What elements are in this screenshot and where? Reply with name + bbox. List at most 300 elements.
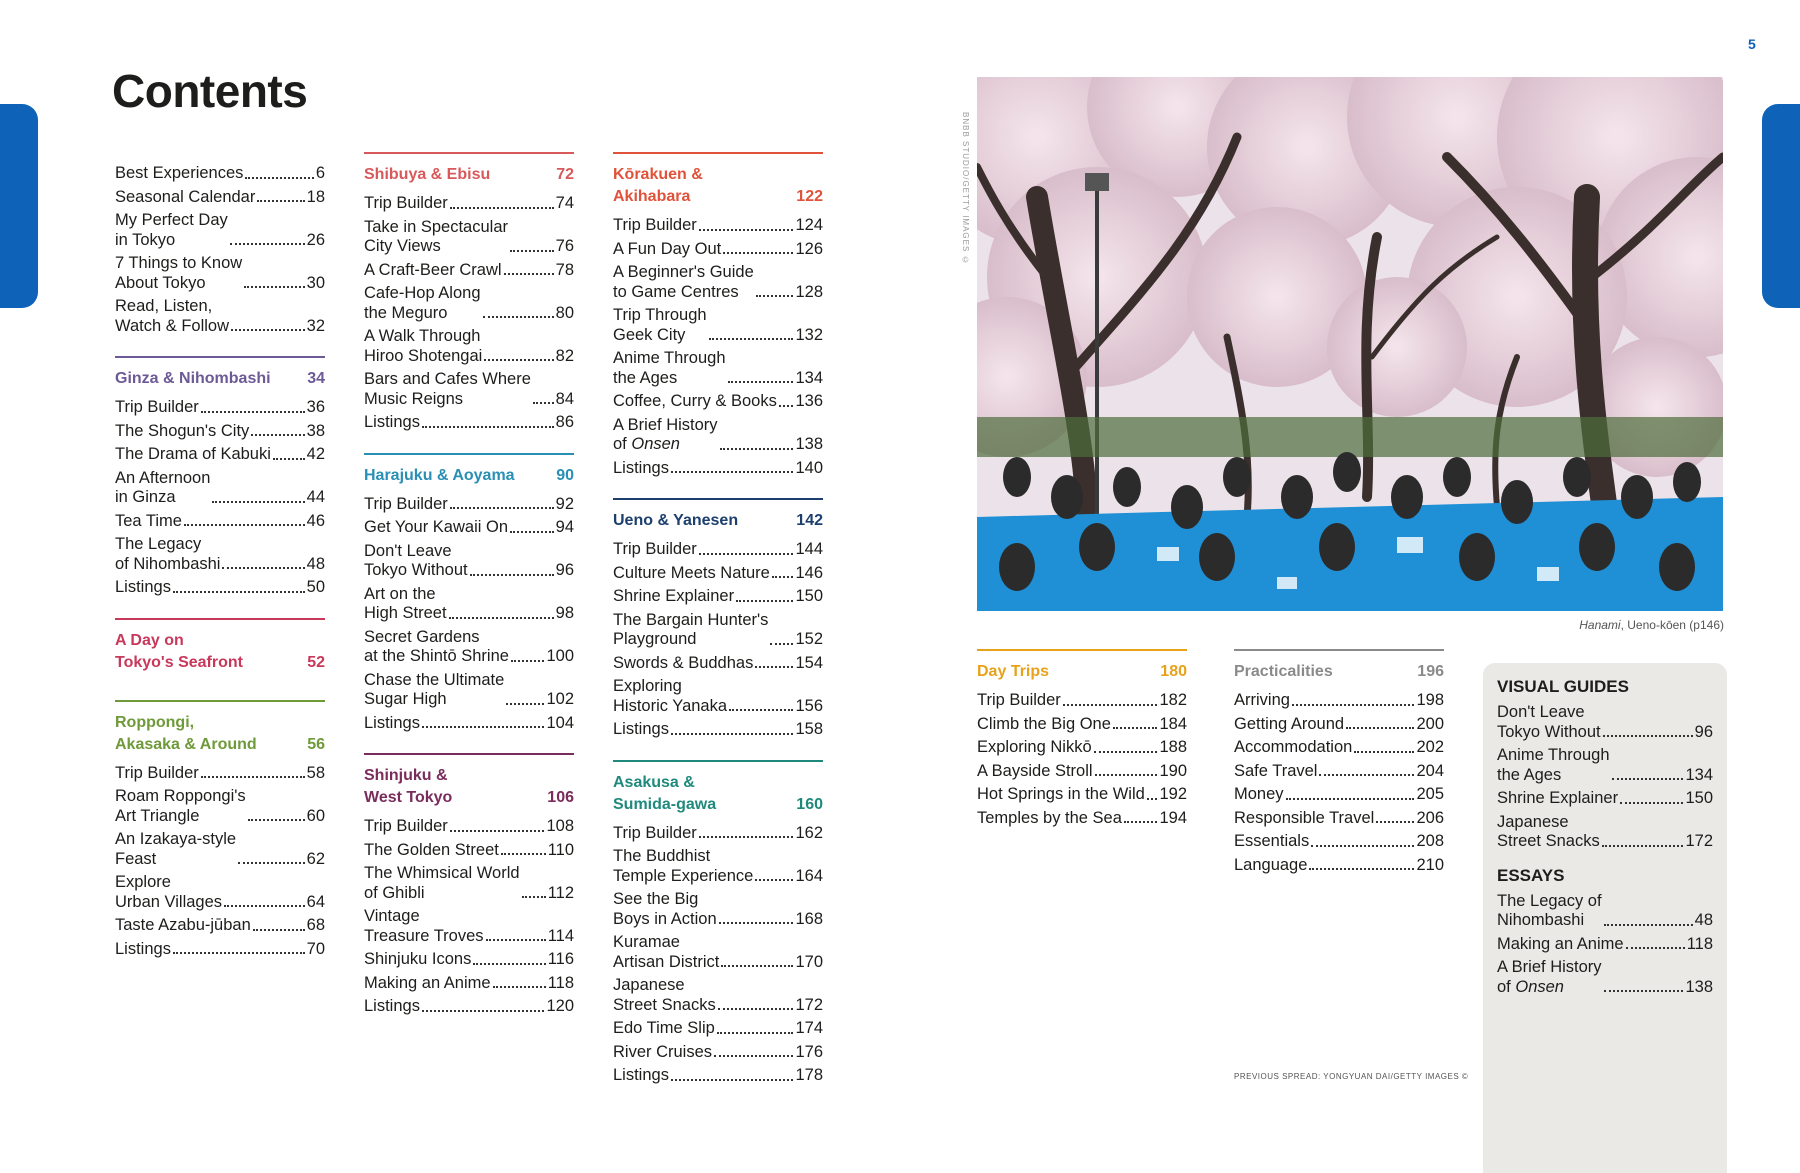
section-title: A Day on Tokyo's Seafront: [115, 631, 243, 671]
contents-entry: [613, 240, 823, 260]
contents-column-2: [364, 152, 574, 1037]
dot-leader: [253, 929, 305, 931]
section-title: Ueno & Yanesen: [613, 512, 739, 529]
entry-page: 172: [1685, 832, 1713, 850]
dot-leader: [1603, 735, 1693, 737]
entry-page: 94: [555, 518, 574, 536]
entry-title: Exploring Nikkō: [977, 738, 1092, 756]
entry-page: 206: [1416, 808, 1444, 827]
entry-page: 178: [795, 1066, 823, 1084]
entry-title: Anime Through the Ages: [613, 349, 726, 387]
contents-section: [115, 618, 325, 674]
contents-entry: [613, 847, 823, 886]
contents-column-3: [613, 152, 823, 1106]
caption-italic: Hanami: [1579, 618, 1621, 632]
dot-leader: [1604, 924, 1693, 926]
page-number: 5: [1748, 36, 1756, 52]
dot-leader: [449, 617, 554, 619]
cherry-blossom-photo: [977, 77, 1723, 611]
entry-title: A Brief History of Onsen: [613, 415, 718, 453]
visual-guides-heading: VISUAL GUIDES: [1497, 677, 1629, 696]
contents-entry: [613, 263, 823, 302]
section-page: 142: [796, 512, 823, 529]
entry-title: Chase the Ultimate Sugar High: [364, 670, 505, 708]
contents-entry: [115, 469, 325, 508]
entry-page: 26: [306, 230, 325, 249]
contents-entry: [1497, 892, 1713, 931]
contents-entry: [977, 809, 1187, 829]
entry-title: My Perfect Day in Tokyo: [115, 211, 228, 249]
entry-page: 138: [1685, 977, 1713, 996]
entry-page: 86: [555, 413, 574, 431]
section-rule: [364, 753, 574, 755]
entry-title: The Buddhist Temple Experience: [613, 847, 754, 885]
contents-entry: [115, 578, 325, 598]
section-page: 72: [556, 166, 574, 183]
entry-title: Trip Builder: [613, 216, 697, 234]
dot-leader: [756, 295, 794, 297]
dot-leader: [671, 733, 794, 735]
entry-page: 98: [555, 604, 574, 622]
dot-leader: [755, 879, 793, 881]
section-title: Harajuku & Aoyama: [364, 466, 515, 484]
entry-title: Anime Through the Ages: [1497, 746, 1610, 784]
section-page: 180: [1160, 663, 1187, 680]
dot-leader: [273, 458, 305, 460]
contents-entry: [364, 714, 574, 734]
contents-entry: [115, 535, 325, 574]
contents-entry: [1234, 832, 1444, 852]
entry-title: The Legacy of Nihombashi: [115, 535, 221, 573]
entry-page: 68: [306, 916, 325, 934]
dot-leader: [248, 819, 305, 821]
entry-page: 120: [546, 997, 574, 1015]
section-page: 34: [307, 370, 325, 387]
entry-title: Listings: [364, 713, 420, 732]
contents-entry: [1234, 856, 1444, 876]
contents-section: [364, 152, 574, 433]
entry-page: 116: [547, 950, 574, 968]
visual-guides-list: [1497, 703, 1713, 852]
entry-title: Trip Builder: [613, 823, 697, 842]
dot-leader: [723, 252, 793, 254]
contents-entry: [1234, 691, 1444, 711]
contents-entry: [364, 628, 574, 667]
contents-entry: [613, 564, 823, 584]
dot-leader: [450, 207, 554, 209]
entry-title: Listings: [613, 1066, 669, 1084]
entry-page: 96: [555, 561, 574, 579]
entry-title: Shinjuku Icons: [364, 950, 472, 968]
entry-title: Bars and Cafes Where Music Reigns: [364, 370, 531, 408]
contents-entry: [364, 495, 574, 515]
contents-entry: [115, 873, 325, 912]
entry-page: 210: [1416, 855, 1444, 874]
contents-entry: [1497, 958, 1713, 997]
dot-leader: [484, 359, 553, 361]
contents-entry: [364, 518, 574, 538]
entry-title: Trip Builder: [977, 691, 1061, 709]
contents-entry: [613, 540, 823, 560]
left-chapter-tab: [0, 104, 38, 308]
entry-title: Best Experiences: [115, 164, 244, 182]
entry-title: Taste Azabu-jūban: [115, 916, 251, 934]
dot-leader: [1292, 704, 1415, 706]
entry-title: Money: [1234, 785, 1284, 803]
dot-leader: [422, 1010, 545, 1012]
contents-entry: [364, 218, 574, 257]
entry-page: 194: [1159, 808, 1187, 827]
section-title: Roppongi, Akasaka & Around: [115, 713, 257, 753]
entry-page: 82: [555, 346, 574, 365]
entry-title: Safe Travel: [1234, 761, 1318, 780]
contents-entry: [115, 422, 325, 442]
contents-section: [1234, 649, 1444, 875]
entry-page: 200: [1416, 714, 1444, 733]
contents-section: [977, 649, 1187, 828]
entry-page: 164: [795, 866, 823, 885]
contents-entry: [364, 841, 574, 861]
entry-title: The Shogun's City: [115, 421, 250, 440]
section-heading: [613, 510, 823, 532]
entry-title: Listings: [613, 458, 669, 477]
contents-entry: [364, 542, 574, 581]
contents-entry: [613, 890, 823, 929]
entry-title: Explore Urban Villages: [115, 873, 223, 911]
entry-page: 136: [795, 392, 823, 410]
contents-entry: [977, 762, 1187, 782]
entry-title: A Bayside Stroll: [977, 761, 1093, 780]
contents-entry: [613, 587, 823, 607]
contents-entry: [977, 715, 1187, 735]
dot-leader: [522, 896, 546, 898]
entry-title: Trip Builder: [364, 194, 448, 212]
entry-title: Roam Roppongi's Art Triangle: [115, 787, 246, 825]
contents-entry: [364, 864, 574, 903]
section-rule: [364, 152, 574, 154]
dot-leader: [1094, 751, 1158, 753]
entry-title: Japanese Street Snacks: [613, 976, 716, 1014]
photo-credit: BNBB STUDIO/GETTY IMAGES ©: [961, 112, 970, 266]
entry-page: 6: [315, 164, 325, 182]
entry-page: 205: [1416, 785, 1444, 803]
entry-title: Tea Time: [115, 511, 182, 530]
dot-leader: [450, 507, 554, 509]
caption-rest: , Ueno-kōen (p146): [1620, 618, 1724, 632]
section-rule: [115, 700, 325, 702]
dot-leader: [422, 726, 545, 728]
section-title: Shinjuku & West Tokyo: [364, 767, 453, 806]
entry-title: Get Your Kawaii On: [364, 518, 509, 536]
contents-section: [115, 164, 325, 336]
entry-page: 60: [306, 806, 325, 825]
entry-page: 176: [795, 1042, 823, 1061]
dot-leader: [486, 939, 546, 941]
contents-entry: [613, 1043, 823, 1063]
entry-title: A Walk Through Hiroo Shotengai: [364, 327, 483, 365]
entry-title: Shrine Explainer: [1497, 789, 1619, 807]
section-page: 122: [796, 188, 823, 205]
entry-page: 78: [555, 260, 574, 279]
dot-leader: [173, 952, 305, 954]
entry-title: The Bargain Hunter's Playground: [613, 610, 769, 648]
section-rule: [1234, 649, 1444, 651]
contents-entry: [1497, 813, 1713, 852]
entry-page: 202: [1416, 738, 1444, 756]
contents-entry: [115, 787, 325, 826]
entry-title: Cafe-Hop Along the Meguro: [364, 284, 481, 322]
contents-entry: [364, 284, 574, 323]
entry-title: Don't Leave Tokyo Without: [364, 541, 468, 579]
entry-page: 150: [795, 587, 823, 605]
contents-entry: [977, 738, 1187, 758]
guides-panel: [1483, 663, 1727, 1173]
dot-leader: [1124, 821, 1158, 823]
contents-entry: [115, 164, 325, 184]
section-rule: [613, 760, 823, 762]
contents-column-5: [1234, 649, 1444, 895]
section-title: Practicalities: [1234, 663, 1333, 680]
entry-page: 156: [795, 696, 823, 715]
dot-leader: [714, 1055, 793, 1057]
contents-entry: [115, 445, 325, 465]
dot-leader: [719, 922, 794, 924]
entry-page: 96: [1694, 722, 1713, 741]
contents-section: [613, 498, 823, 740]
contents-entry: [613, 392, 823, 412]
entry-title: Arriving: [1234, 691, 1290, 709]
entry-title: 7 Things to Know About Tokyo: [115, 254, 243, 292]
section-rule: [115, 356, 325, 358]
entry-title: Japanese Street Snacks: [1497, 812, 1600, 850]
dot-leader: [1113, 727, 1158, 729]
contents-entry: [364, 907, 574, 946]
section-page: 106: [547, 789, 574, 806]
entry-page: 192: [1159, 785, 1187, 803]
entry-title: Coffee, Curry & Books: [613, 392, 777, 410]
section-page: 90: [556, 466, 574, 484]
dot-leader: [1626, 947, 1685, 949]
contents-entry: [115, 916, 325, 936]
dot-leader: [173, 591, 305, 593]
entry-page: 204: [1416, 761, 1444, 780]
entry-title: River Cruises: [613, 1042, 713, 1061]
entry-page: 168: [795, 909, 823, 928]
entry-page: 158: [795, 720, 823, 738]
contents-entry: [613, 216, 823, 236]
contents-entry: [613, 654, 823, 674]
entry-page: 208: [1416, 832, 1444, 850]
dot-leader: [501, 853, 546, 855]
contents-entry: [977, 691, 1187, 711]
section-heading: [115, 368, 325, 390]
section-title: Asakusa & Sumida-gawa: [613, 773, 717, 813]
entry-page: 188: [1159, 738, 1187, 756]
dot-leader: [699, 836, 794, 838]
entry-title: See the Big Boys in Action: [613, 890, 717, 928]
dot-leader: [1311, 845, 1414, 847]
entry-page: 198: [1416, 691, 1444, 709]
entry-title: Listings: [115, 939, 171, 958]
dot-leader: [721, 965, 793, 967]
contents-entry: [115, 211, 325, 250]
hanami-illustration: [977, 77, 1723, 611]
section-title: Day Trips: [977, 663, 1050, 680]
entry-title: Trip Builder: [613, 540, 697, 558]
entry-page: 118: [547, 973, 574, 992]
contents-section: [613, 152, 823, 478]
entry-title: Language: [1234, 855, 1308, 874]
contents-entry: [364, 327, 574, 366]
section-heading: [364, 164, 574, 186]
entry-page: 70: [306, 939, 325, 958]
entry-title: An Izakaya-style Feast: [115, 830, 237, 868]
entry-title: Essentials: [1234, 832, 1310, 850]
section-page: 160: [796, 795, 823, 813]
contents-entry: [115, 764, 325, 784]
entry-page: 84: [555, 389, 574, 408]
contents-entry: [613, 720, 823, 740]
dot-leader: [422, 426, 554, 428]
section-heading: [1234, 661, 1444, 683]
dot-leader: [709, 338, 794, 340]
contents-entry: [1234, 738, 1444, 758]
dot-leader: [504, 273, 554, 275]
entry-page: 50: [306, 578, 325, 596]
contents-entry: [115, 188, 325, 208]
contents-entry: [1497, 935, 1713, 955]
entry-page: 32: [306, 316, 325, 335]
contents-entry: [115, 512, 325, 532]
entry-page: 132: [795, 325, 823, 344]
section-heading: [977, 661, 1187, 683]
dot-leader: [779, 405, 794, 407]
section-page: 52: [307, 653, 325, 671]
dot-leader: [772, 576, 794, 578]
contents-entry: [613, 933, 823, 972]
dot-leader: [1095, 774, 1158, 776]
contents-entry: [364, 261, 574, 281]
entry-page: 128: [795, 282, 823, 301]
entry-page: 46: [306, 511, 325, 530]
contents-entry: [364, 194, 574, 214]
entry-title: Seasonal Calendar: [115, 187, 256, 206]
entry-title: Read, Listen, Watch & Follow: [115, 297, 230, 335]
contents-entry: [364, 997, 574, 1017]
contents-section: [364, 753, 574, 1017]
dot-leader: [1286, 798, 1415, 800]
section-page: 196: [1417, 663, 1444, 680]
dot-leader: [510, 250, 554, 252]
contents-entry: [613, 416, 823, 455]
dot-leader: [493, 986, 546, 988]
entry-title: The Legacy of Nihombashi: [1497, 891, 1602, 929]
entry-page: 172: [795, 995, 823, 1014]
entry-page: 112: [547, 883, 574, 902]
entry-title: A Craft-Beer Crawl: [364, 260, 502, 279]
section-heading: [613, 164, 823, 208]
dot-leader: [201, 411, 305, 413]
entry-page: 134: [795, 368, 823, 387]
entry-title: Edo Time Slip: [613, 1019, 715, 1037]
entry-title: Accommodation: [1234, 738, 1353, 756]
dot-leader: [184, 524, 305, 526]
entry-page: 118: [1686, 934, 1713, 953]
entry-title: Trip Builder: [115, 398, 199, 416]
entry-page: 44: [306, 488, 325, 506]
contents-entry: [613, 976, 823, 1015]
contents-section: [613, 760, 823, 1086]
section-title: Kōrakuen & Akihabara: [613, 166, 703, 205]
entry-page: 38: [306, 421, 325, 440]
entry-page: 146: [795, 563, 823, 582]
entry-title: Culture Meets Nature: [613, 563, 770, 582]
contents-column-4: [977, 649, 1187, 848]
entry-page: 48: [1694, 911, 1713, 929]
contents-entry: [364, 413, 574, 433]
entry-title: Kuramae Artisan District: [613, 933, 720, 971]
entry-title: The Golden Street: [364, 840, 499, 859]
contents-entry: [977, 785, 1187, 805]
section-heading: [613, 772, 823, 816]
entry-page: 184: [1159, 714, 1187, 733]
entry-page: 36: [306, 398, 325, 416]
entry-page: 100: [546, 647, 574, 665]
contents-entry: [115, 830, 325, 869]
entry-title: Take in Spectacular City Views: [364, 217, 508, 255]
dot-leader: [257, 200, 304, 202]
entry-page: 102: [546, 690, 574, 708]
entry-title: Making an Anime: [1497, 934, 1624, 953]
contents-entry: [613, 1066, 823, 1086]
section-rule: [613, 498, 823, 500]
contents-entry: [1497, 789, 1713, 809]
dot-leader: [470, 574, 554, 576]
dot-leader: [1612, 778, 1684, 780]
dot-leader: [506, 703, 544, 705]
contents-entry: [115, 254, 325, 293]
contents-entry: [115, 940, 325, 960]
entry-title: The Drama of Kabuki: [115, 445, 271, 463]
contents-section: [115, 356, 325, 598]
right-chapter-tab: [1762, 104, 1800, 308]
contents-entry: [613, 459, 823, 479]
contents-entry: [1497, 703, 1713, 742]
entry-page: 140: [795, 458, 823, 477]
section-page: 56: [307, 735, 325, 753]
entry-title: An Afternoon in Ginza: [115, 468, 211, 506]
dot-leader: [729, 709, 793, 711]
entry-page: 174: [795, 1019, 823, 1037]
section-heading: [115, 712, 325, 756]
dot-leader: [717, 1032, 794, 1034]
dot-leader: [238, 862, 305, 864]
dot-leader: [736, 600, 793, 602]
dot-leader: [533, 402, 554, 404]
entry-title: Responsible Travel: [1234, 808, 1375, 827]
essays-list: [1497, 892, 1713, 998]
entry-title: Making an Anime: [364, 973, 491, 992]
page-title: Contents: [112, 65, 308, 117]
entry-title: Secret Gardens at the Shintō Shrine: [364, 627, 509, 665]
entry-page: 42: [306, 445, 325, 463]
contents-entry: [613, 349, 823, 388]
contents-entry: [613, 1019, 823, 1039]
contents-entry: [364, 974, 574, 994]
entry-page: 152: [795, 630, 823, 648]
contents-entry: [364, 370, 574, 409]
entry-page: 162: [795, 823, 823, 842]
